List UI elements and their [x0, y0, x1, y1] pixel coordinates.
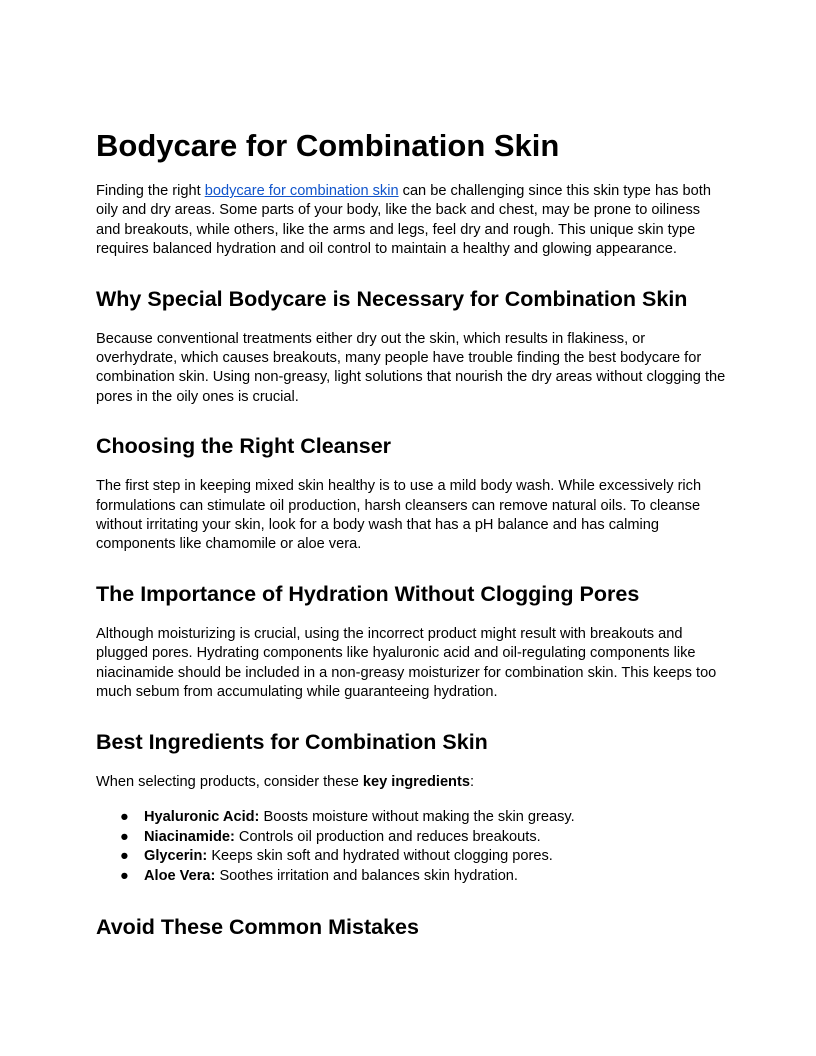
bullet-icon: ●: [120, 848, 129, 865]
section-body-why-special: Because conventional treatments either dry out the skin, which results in flakiness, or overhydrate, which causes breakouts, many people have trouble finding the best bodycare for combination skin. Using non-greasy, light solutions that nourish the dry areas without clogging the pores in the oily ones is crucial.: [96, 330, 726, 405]
section-body-hydration: Although moisturizing is crucial, using the incorrect product might result with breakouts and plugged pores. Hydrating components like hyaluronic acid and oil-regulating components like niacinamide should be included in a non-greasy moisturizer for combination skin. This keeps too much sebum from accumulating while guaranteeing hydration.: [96, 625, 717, 701]
list-item: [96, 828, 726, 848]
intro-text-after: can be challenging since this skin type has both oily and dry areas. Some parts of your body, like the back and chest, may be prone to oiliness and breakouts, while others, like the arms and legs, feel dry and rough. This unique skin type requires balanced hydration and oil control to maintain a healthy and glowing appearance.: [96, 183, 711, 258]
ingredient-desc: Controls oil production and reduces breakouts.: [234, 828, 541, 845]
ingredient-desc: Keeps skin soft and hydrated without clogging pores.: [207, 848, 553, 865]
ingredients-lead-after: :: [469, 773, 475, 790]
section-heading-why-special: Why Special Bodycare is Necessary for Combination Skin: [96, 286, 688, 311]
section-heading-cleanser: Choosing the Right Cleanser: [96, 434, 392, 459]
ingredients-lead-before: When selecting products, consider these: [96, 773, 363, 790]
section-heading-hydration: The Importance of Hydration Without Clogging Pores: [96, 581, 640, 606]
bullet-icon: ●: [120, 867, 129, 884]
list-item: [96, 867, 726, 887]
ingredient-desc: Soothes irritation and balances skin hydration.: [215, 867, 518, 884]
section-heading-ingredients: Best Ingredients for Combination Skin: [96, 729, 488, 754]
ingredient-name: Hyaluronic Acid:: [144, 808, 260, 825]
ingredient-name: Aloe Vera:: [144, 867, 216, 884]
bullet-icon: ●: [120, 808, 129, 825]
ingredients-lead-bold: key ingredients: [362, 773, 470, 790]
bullet-icon: ●: [120, 828, 129, 845]
ingredients-list: [96, 808, 726, 886]
ingredient-desc: Boosts moisture without making the skin greasy.: [259, 808, 575, 825]
ingredients-lead: [96, 773, 726, 792]
page-title: Bodycare for Combination Skin: [96, 128, 560, 163]
ingredient-name: Niacinamide:: [144, 828, 235, 845]
intro-text-before: Finding the right: [96, 183, 205, 199]
list-item: [96, 808, 726, 828]
section-body-cleanser: The first step in keeping mixed skin healthy is to use a mild body wash. While excessively rich formulations can stimulate oil production, harsh cleansers can remove natural oils. To cleanse without irritating your skin, look for a body wash that has a pH balance and has calming components like chamomile or aloe vera.: [96, 478, 702, 553]
document-page: [96, 124, 726, 958]
bodycare-link[interactable]: bodycare for combination skin: [204, 183, 399, 199]
ingredient-name: Glycerin:: [144, 848, 208, 865]
intro-paragraph: [96, 182, 726, 260]
list-item: [96, 847, 726, 867]
section-heading-mistakes: Avoid These Common Mistakes: [96, 915, 419, 940]
